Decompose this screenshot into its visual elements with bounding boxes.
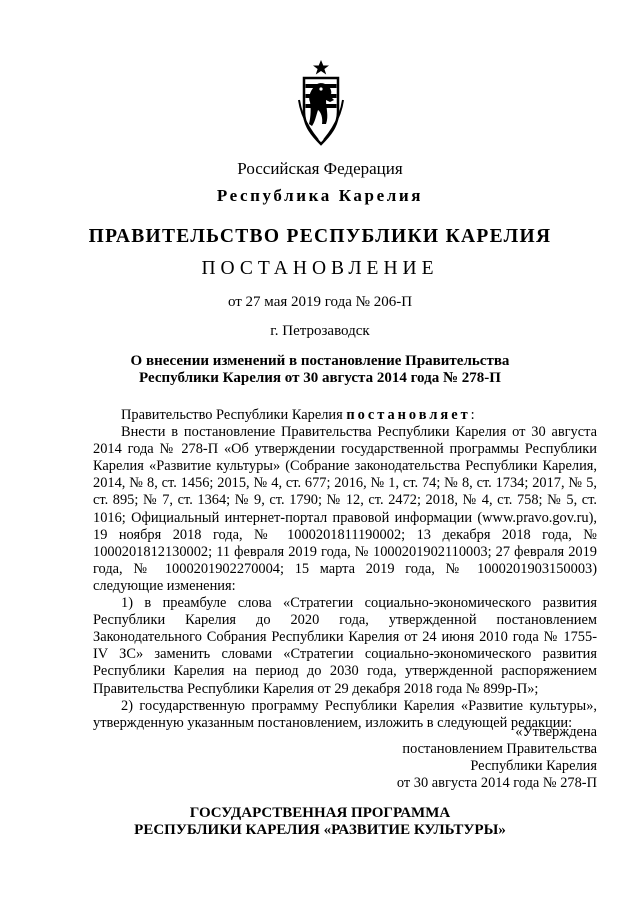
subject-line-1: О внесении изменений в постановление Правительства [130, 353, 510, 369]
body-paragraph-1-start: Правительство Республики Карелия [121, 407, 347, 423]
approval-line-1: «Утверждена [515, 724, 597, 740]
body-paragraph-2: Внести в постановление Правительства Республики Карелия от 30 августа 2014 года № 278-П «Об утверждении государственной программы Республики Карелия «Развитие культуры» (Собрание законодательства Республики Карелия, 2014, № 8, ст. 1456; 2015, № 4, ст. 677; 2016, № 1, ст. 74; № 8, ст. 1734; 2017, № 5, ст. 895; № 7, ст. 1364; № 9, ст. 1790; № 12, ст. 2472; 2018, № 4, ст. 758; № 5, ст. 1016; Официальный интернет-портал правовой информации (www.pravo.gov.ru), 19 ноября 2018 года, № 1000201811190002; 13 декабря 2018 года, № 1000201812130002; 11 февраля 2019 года, № 1000201902110003; 27 февраля 2019 года, № 1000201902270004; 15 марта 2019 года, № 1000201903150003) следующие изменения: [93, 424, 597, 594]
government-title: ПРАВИТЕЛЬСТВО РЕСПУБЛИКИ КАРЕЛИЯ [88, 226, 552, 247]
approval-line-2: постановлением Правительства [402, 741, 597, 758]
program-title-line-2: РЕСПУБЛИКИ КАРЕЛИЯ «РАЗВИТИЕ КУЛЬТУРЫ» [134, 822, 506, 838]
document-type: ПОСТАНОВЛЕНИЕ [201, 258, 439, 279]
program-title-line-1: ГОСУДАРСТВЕННАЯ ПРОГРАММА [189, 805, 451, 821]
approval-line-4: от 30 августа 2014 года № 278-П [396, 775, 597, 792]
subject-line-2: Республики Карелия от 30 августа 2014 года № 278-П [139, 370, 501, 386]
body-paragraph-3: 1) в преамбуле слова «Стратегии социально-экономического развития Республики Карелия до 2020 года, утвержденной постановлением Законодательного Собрания Республики Карелия от 24 июня 2010 года № 1755-IV ЗС» заменить словами «Стратегии социально-экономического развития Республики Карелия на период до 2030 года, утвержденной распоряжением Правительства Республики Карелия от 29 декабря 2018 года № 899р-П»; [93, 595, 597, 697]
body-paragraph-1-end: : [470, 407, 475, 423]
body-paragraph-4: 2) государственную программу Республики Карелия «Развитие культуры», утвержденную указанным постановлением, изложить в следующей редакции: [93, 697, 597, 731]
document-date-number: от 27 мая 2019 года № 206-П [227, 294, 413, 310]
approval-line-3: Республики Карелия [470, 758, 597, 775]
republic-name: Республика Карелия [216, 186, 424, 205]
document-city: г. Петрозаводск [270, 323, 370, 339]
body-paragraph-1 [93, 407, 597, 424]
document-body [93, 407, 597, 732]
decree-verb: постановляет [346, 407, 471, 423]
karelia-coat-of-arms-icon [296, 60, 346, 146]
approval-stamp [397, 724, 597, 792]
country-name: Российская Федерация [237, 159, 403, 178]
